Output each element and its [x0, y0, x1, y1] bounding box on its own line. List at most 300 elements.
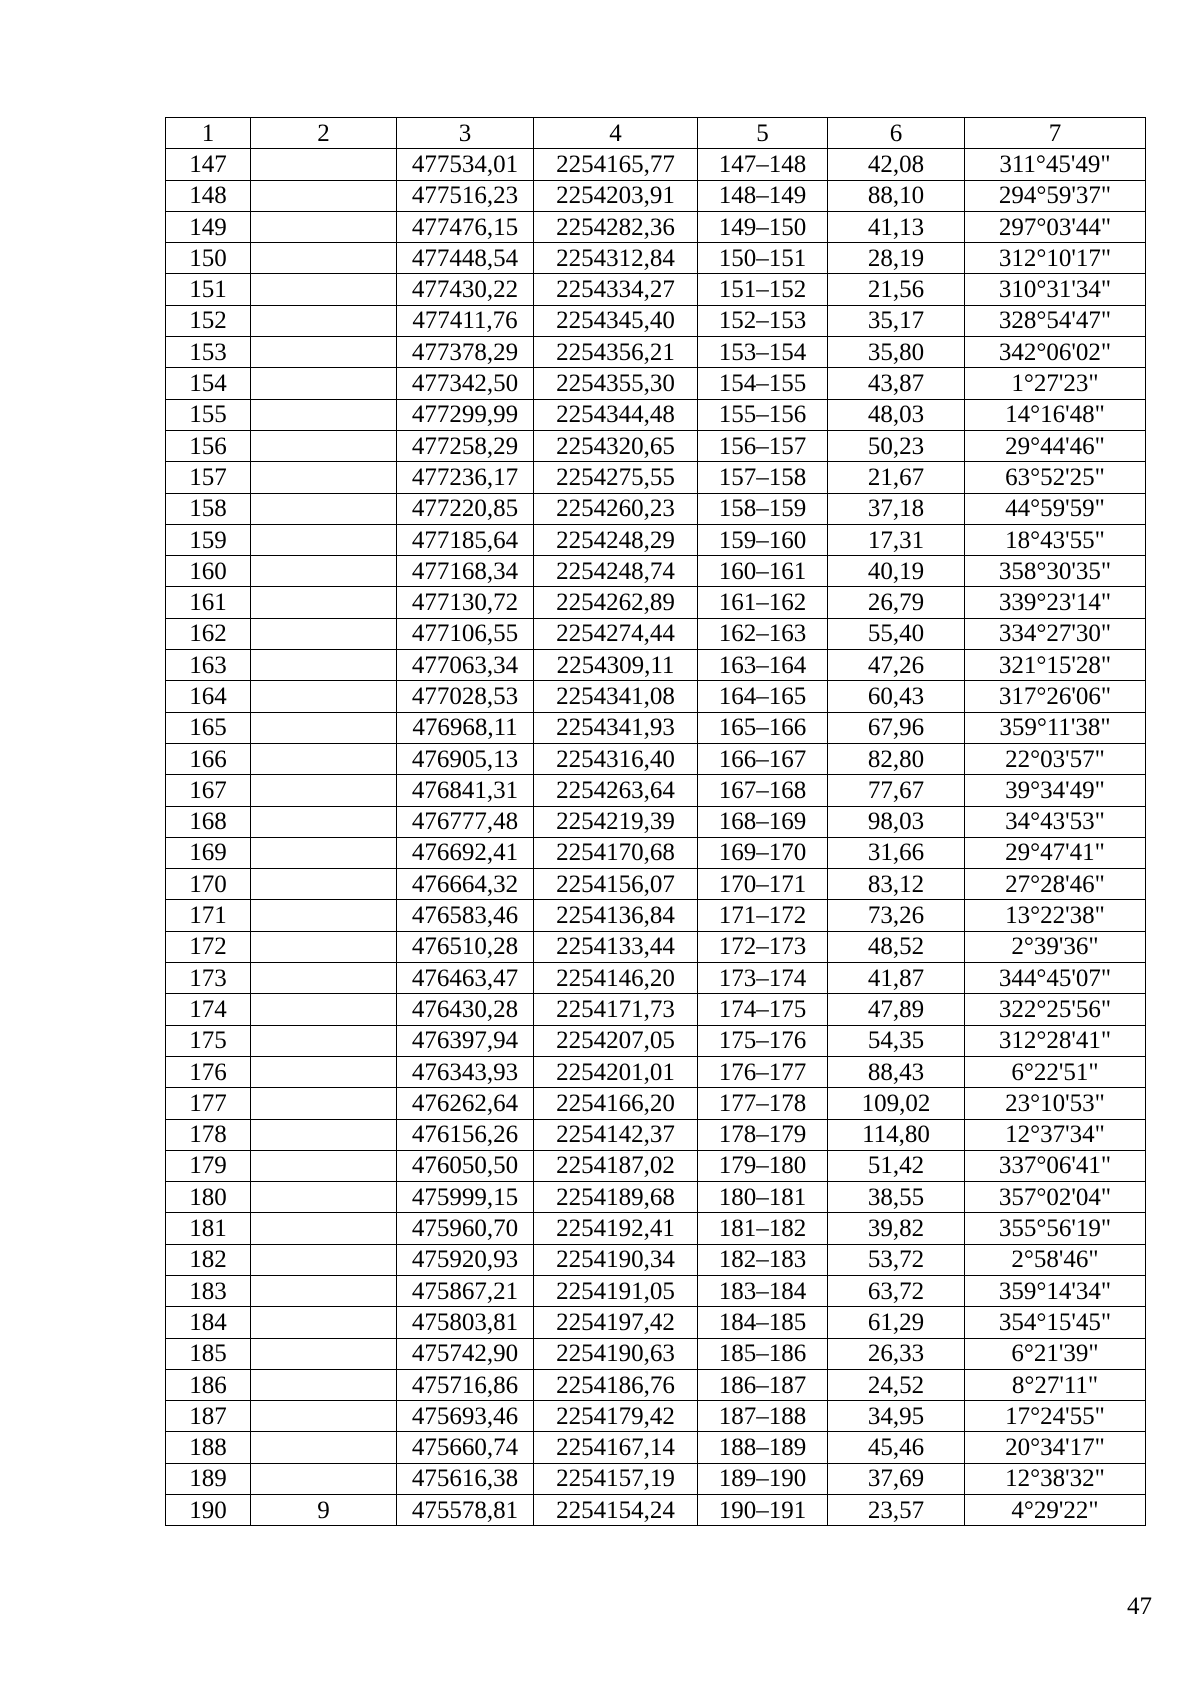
- x-coordinate-cell: 475803,81: [397, 1307, 534, 1338]
- bearing-cell: 317°26'06": [965, 681, 1146, 712]
- y-coordinate-cell: 2254142,37: [534, 1119, 698, 1150]
- col2-cell: [251, 837, 397, 868]
- distance-cell: 55,40: [828, 618, 965, 649]
- table-row: [166, 1025, 1146, 1056]
- bearing-cell: 13°22'38": [965, 900, 1146, 931]
- x-coordinate-cell: 477185,64: [397, 524, 534, 555]
- segment-cell: 153–154: [698, 337, 828, 368]
- table-row: [166, 1369, 1146, 1400]
- bearing-cell: 18°43'55": [965, 524, 1146, 555]
- table-row: [166, 493, 1146, 524]
- col2-cell: [251, 681, 397, 712]
- header-cell: 4: [534, 118, 698, 149]
- col2-cell: [251, 493, 397, 524]
- bearing-cell: 27°28'46": [965, 869, 1146, 900]
- col2-cell: [251, 430, 397, 461]
- segment-cell: 181–182: [698, 1213, 828, 1244]
- y-coordinate-cell: 2254248,74: [534, 556, 698, 587]
- segment-cell: 185–186: [698, 1338, 828, 1369]
- y-coordinate-cell: 2254136,84: [534, 900, 698, 931]
- x-coordinate-cell: 475616,38: [397, 1463, 534, 1494]
- bearing-cell: 344°45'07": [965, 963, 1146, 994]
- distance-cell: 24,52: [828, 1369, 965, 1400]
- distance-cell: 61,29: [828, 1307, 965, 1338]
- table-row: [166, 775, 1146, 806]
- header-cell: 3: [397, 118, 534, 149]
- distance-cell: 31,66: [828, 837, 965, 868]
- point-number-cell: 179: [166, 1150, 251, 1181]
- distance-cell: 88,10: [828, 180, 965, 211]
- col2-cell: [251, 1182, 397, 1213]
- table-row: [166, 149, 1146, 180]
- col2-cell: [251, 587, 397, 618]
- col2-cell: 9: [251, 1495, 397, 1526]
- table-body: [166, 118, 1146, 1526]
- table-row: [166, 1056, 1146, 1087]
- table-row: [166, 211, 1146, 242]
- x-coordinate-cell: 475999,15: [397, 1182, 534, 1213]
- point-number-cell: 159: [166, 524, 251, 555]
- x-coordinate-cell: 477258,29: [397, 430, 534, 461]
- point-number-cell: 154: [166, 368, 251, 399]
- x-coordinate-cell: 475693,46: [397, 1401, 534, 1432]
- col2-cell: [251, 1463, 397, 1494]
- table-row: [166, 1213, 1146, 1244]
- distance-cell: 83,12: [828, 869, 965, 900]
- segment-cell: 178–179: [698, 1119, 828, 1150]
- segment-cell: 175–176: [698, 1025, 828, 1056]
- x-coordinate-cell: 475742,90: [397, 1338, 534, 1369]
- y-coordinate-cell: 2254334,27: [534, 274, 698, 305]
- y-coordinate-cell: 2254170,68: [534, 837, 698, 868]
- y-coordinate-cell: 2254190,34: [534, 1244, 698, 1275]
- x-coordinate-cell: 477299,99: [397, 399, 534, 430]
- col2-cell: [251, 1056, 397, 1087]
- header-cell: 6: [828, 118, 965, 149]
- segment-cell: 156–157: [698, 430, 828, 461]
- y-coordinate-cell: 2254165,77: [534, 149, 698, 180]
- y-coordinate-cell: 2254186,76: [534, 1369, 698, 1400]
- y-coordinate-cell: 2254201,01: [534, 1056, 698, 1087]
- distance-cell: 41,13: [828, 211, 965, 242]
- bearing-cell: 22°03'57": [965, 743, 1146, 774]
- table-row: [166, 274, 1146, 305]
- segment-cell: 155–156: [698, 399, 828, 430]
- y-coordinate-cell: 2254207,05: [534, 1025, 698, 1056]
- segment-cell: 152–153: [698, 305, 828, 336]
- segment-cell: 159–160: [698, 524, 828, 555]
- distance-cell: 35,80: [828, 337, 965, 368]
- table-row: [166, 337, 1146, 368]
- segment-cell: 171–172: [698, 900, 828, 931]
- y-coordinate-cell: 2254189,68: [534, 1182, 698, 1213]
- x-coordinate-cell: 477130,72: [397, 587, 534, 618]
- col2-cell: [251, 1432, 397, 1463]
- col2-cell: [251, 1150, 397, 1181]
- header-cell: 2: [251, 118, 397, 149]
- col2-cell: [251, 1119, 397, 1150]
- table-row: [166, 1307, 1146, 1338]
- bearing-cell: 4°29'22": [965, 1495, 1146, 1526]
- bearing-cell: 310°31'34": [965, 274, 1146, 305]
- point-number-cell: 157: [166, 462, 251, 493]
- y-coordinate-cell: 2254263,64: [534, 775, 698, 806]
- x-coordinate-cell: 476343,93: [397, 1056, 534, 1087]
- x-coordinate-cell: 476510,28: [397, 931, 534, 962]
- table-row: [166, 1495, 1146, 1526]
- segment-cell: 165–166: [698, 712, 828, 743]
- bearing-cell: 342°06'02": [965, 337, 1146, 368]
- distance-cell: 37,69: [828, 1463, 965, 1494]
- point-number-cell: 161: [166, 587, 251, 618]
- distance-cell: 48,52: [828, 931, 965, 962]
- table-row: [166, 931, 1146, 962]
- point-number-cell: 148: [166, 180, 251, 211]
- bearing-cell: 6°21'39": [965, 1338, 1146, 1369]
- segment-cell: 180–181: [698, 1182, 828, 1213]
- y-coordinate-cell: 2254248,29: [534, 524, 698, 555]
- bearing-cell: 14°16'48": [965, 399, 1146, 430]
- bearing-cell: 29°47'41": [965, 837, 1146, 868]
- segment-cell: 166–167: [698, 743, 828, 774]
- table-row: [166, 430, 1146, 461]
- y-coordinate-cell: 2254166,20: [534, 1088, 698, 1119]
- bearing-cell: 312°10'17": [965, 243, 1146, 274]
- col2-cell: [251, 524, 397, 555]
- table-row: [166, 1150, 1146, 1181]
- bearing-cell: 1°27'23": [965, 368, 1146, 399]
- point-number-cell: 150: [166, 243, 251, 274]
- x-coordinate-cell: 476664,32: [397, 869, 534, 900]
- y-coordinate-cell: 2254309,11: [534, 650, 698, 681]
- bearing-cell: 357°02'04": [965, 1182, 1146, 1213]
- distance-cell: 54,35: [828, 1025, 965, 1056]
- bearing-cell: 322°25'56": [965, 994, 1146, 1025]
- distance-cell: 98,03: [828, 806, 965, 837]
- table-row: [166, 1401, 1146, 1432]
- bearing-cell: 359°14'34": [965, 1275, 1146, 1306]
- bearing-cell: 29°44'46": [965, 430, 1146, 461]
- y-coordinate-cell: 2254191,05: [534, 1275, 698, 1306]
- y-coordinate-cell: 2254192,41: [534, 1213, 698, 1244]
- col2-cell: [251, 618, 397, 649]
- point-number-cell: 173: [166, 963, 251, 994]
- y-coordinate-cell: 2254355,30: [534, 368, 698, 399]
- segment-cell: 187–188: [698, 1401, 828, 1432]
- y-coordinate-cell: 2254203,91: [534, 180, 698, 211]
- point-number-cell: 147: [166, 149, 251, 180]
- table-row: [166, 1432, 1146, 1463]
- distance-cell: 67,96: [828, 712, 965, 743]
- y-coordinate-cell: 2254197,42: [534, 1307, 698, 1338]
- y-coordinate-cell: 2254146,20: [534, 963, 698, 994]
- x-coordinate-cell: 475960,70: [397, 1213, 534, 1244]
- segment-cell: 147–148: [698, 149, 828, 180]
- col2-cell: [251, 399, 397, 430]
- table-row: [166, 1119, 1146, 1150]
- y-coordinate-cell: 2254341,93: [534, 712, 698, 743]
- x-coordinate-cell: 475660,74: [397, 1432, 534, 1463]
- distance-cell: 39,82: [828, 1213, 965, 1244]
- col2-cell: [251, 337, 397, 368]
- table-row: [166, 1463, 1146, 1494]
- point-number-cell: 188: [166, 1432, 251, 1463]
- distance-cell: 23,57: [828, 1495, 965, 1526]
- segment-cell: 189–190: [698, 1463, 828, 1494]
- x-coordinate-cell: 476397,94: [397, 1025, 534, 1056]
- distance-cell: 53,72: [828, 1244, 965, 1275]
- bearing-cell: 8°27'11": [965, 1369, 1146, 1400]
- bearing-cell: 23°10'53": [965, 1088, 1146, 1119]
- x-coordinate-cell: 477378,29: [397, 337, 534, 368]
- table-row: [166, 994, 1146, 1025]
- distance-cell: 35,17: [828, 305, 965, 336]
- point-number-cell: 166: [166, 743, 251, 774]
- y-coordinate-cell: 2254356,21: [534, 337, 698, 368]
- x-coordinate-cell: 476262,64: [397, 1088, 534, 1119]
- x-coordinate-cell: 476583,46: [397, 900, 534, 931]
- distance-cell: 37,18: [828, 493, 965, 524]
- table-row: [166, 180, 1146, 211]
- distance-cell: 41,87: [828, 963, 965, 994]
- point-number-cell: 158: [166, 493, 251, 524]
- segment-cell: 172–173: [698, 931, 828, 962]
- col2-cell: [251, 1369, 397, 1400]
- x-coordinate-cell: 475578,81: [397, 1495, 534, 1526]
- point-number-cell: 156: [166, 430, 251, 461]
- x-coordinate-cell: 477220,85: [397, 493, 534, 524]
- col2-cell: [251, 743, 397, 774]
- segment-cell: 158–159: [698, 493, 828, 524]
- distance-cell: 73,26: [828, 900, 965, 931]
- table-row: [166, 243, 1146, 274]
- x-coordinate-cell: 476156,26: [397, 1119, 534, 1150]
- table-row: [166, 650, 1146, 681]
- header-row: [166, 118, 1146, 149]
- y-coordinate-cell: 2254187,02: [534, 1150, 698, 1181]
- point-number-cell: 176: [166, 1056, 251, 1087]
- segment-cell: 163–164: [698, 650, 828, 681]
- coordinates-table: [165, 117, 1146, 1526]
- col2-cell: [251, 994, 397, 1025]
- segment-cell: 151–152: [698, 274, 828, 305]
- point-number-cell: 174: [166, 994, 251, 1025]
- bearing-cell: 328°54'47": [965, 305, 1146, 336]
- segment-cell: 190–191: [698, 1495, 828, 1526]
- bearing-cell: 359°11'38": [965, 712, 1146, 743]
- bearing-cell: 355°56'19": [965, 1213, 1146, 1244]
- point-number-cell: 155: [166, 399, 251, 430]
- col2-cell: [251, 211, 397, 242]
- segment-cell: 150–151: [698, 243, 828, 274]
- table-row: [166, 1275, 1146, 1306]
- col2-cell: [251, 305, 397, 336]
- header-cell: 7: [965, 118, 1146, 149]
- segment-cell: 173–174: [698, 963, 828, 994]
- point-number-cell: 185: [166, 1338, 251, 1369]
- point-number-cell: 149: [166, 211, 251, 242]
- segment-cell: 161–162: [698, 587, 828, 618]
- page-number: 47: [1127, 1593, 1152, 1620]
- x-coordinate-cell: 477411,76: [397, 305, 534, 336]
- col2-cell: [251, 462, 397, 493]
- bearing-cell: 17°24'55": [965, 1401, 1146, 1432]
- table-row: [166, 837, 1146, 868]
- x-coordinate-cell: 477106,55: [397, 618, 534, 649]
- table-row: [166, 1088, 1146, 1119]
- table-row: [166, 712, 1146, 743]
- distance-cell: 50,23: [828, 430, 965, 461]
- distance-cell: 114,80: [828, 1119, 965, 1150]
- col2-cell: [251, 1307, 397, 1338]
- distance-cell: 28,19: [828, 243, 965, 274]
- y-coordinate-cell: 2254156,07: [534, 869, 698, 900]
- col2-cell: [251, 1025, 397, 1056]
- x-coordinate-cell: 476968,11: [397, 712, 534, 743]
- bearing-cell: 39°34'49": [965, 775, 1146, 806]
- segment-cell: 148–149: [698, 180, 828, 211]
- col2-cell: [251, 712, 397, 743]
- x-coordinate-cell: 476905,13: [397, 743, 534, 774]
- y-coordinate-cell: 2254344,48: [534, 399, 698, 430]
- segment-cell: 176–177: [698, 1056, 828, 1087]
- segment-cell: 160–161: [698, 556, 828, 587]
- bearing-cell: 354°15'45": [965, 1307, 1146, 1338]
- x-coordinate-cell: 475920,93: [397, 1244, 534, 1275]
- x-coordinate-cell: 476430,28: [397, 994, 534, 1025]
- segment-cell: 174–175: [698, 994, 828, 1025]
- point-number-cell: 186: [166, 1369, 251, 1400]
- segment-cell: 149–150: [698, 211, 828, 242]
- x-coordinate-cell: 476463,47: [397, 963, 534, 994]
- bearing-cell: 44°59'59": [965, 493, 1146, 524]
- col2-cell: [251, 1244, 397, 1275]
- distance-cell: 26,33: [828, 1338, 965, 1369]
- segment-cell: 169–170: [698, 837, 828, 868]
- point-number-cell: 167: [166, 775, 251, 806]
- point-number-cell: 170: [166, 869, 251, 900]
- x-coordinate-cell: 477028,53: [397, 681, 534, 712]
- x-coordinate-cell: 475716,86: [397, 1369, 534, 1400]
- table-row: [166, 305, 1146, 336]
- segment-cell: 184–185: [698, 1307, 828, 1338]
- point-number-cell: 187: [166, 1401, 251, 1432]
- x-coordinate-cell: 477168,34: [397, 556, 534, 587]
- bearing-cell: 358°30'35": [965, 556, 1146, 587]
- table-row: [166, 462, 1146, 493]
- bearing-cell: 20°34'17": [965, 1432, 1146, 1463]
- table-row: [166, 399, 1146, 430]
- col2-cell: [251, 274, 397, 305]
- x-coordinate-cell: 476777,48: [397, 806, 534, 837]
- point-number-cell: 171: [166, 900, 251, 931]
- col2-cell: [251, 900, 397, 931]
- distance-cell: 77,67: [828, 775, 965, 806]
- y-coordinate-cell: 2254154,24: [534, 1495, 698, 1526]
- segment-cell: 186–187: [698, 1369, 828, 1400]
- distance-cell: 34,95: [828, 1401, 965, 1432]
- y-coordinate-cell: 2254179,42: [534, 1401, 698, 1432]
- x-coordinate-cell: 477516,23: [397, 180, 534, 211]
- col2-cell: [251, 869, 397, 900]
- point-number-cell: 181: [166, 1213, 251, 1244]
- point-number-cell: 183: [166, 1275, 251, 1306]
- table-row: [166, 900, 1146, 931]
- point-number-cell: 168: [166, 806, 251, 837]
- bearing-cell: 312°28'41": [965, 1025, 1146, 1056]
- y-coordinate-cell: 2254262,89: [534, 587, 698, 618]
- point-number-cell: 189: [166, 1463, 251, 1494]
- x-coordinate-cell: 477476,15: [397, 211, 534, 242]
- y-coordinate-cell: 2254167,14: [534, 1432, 698, 1463]
- point-number-cell: 169: [166, 837, 251, 868]
- bearing-cell: 311°45'49": [965, 149, 1146, 180]
- distance-cell: 51,42: [828, 1150, 965, 1181]
- segment-cell: 188–189: [698, 1432, 828, 1463]
- bearing-cell: 2°58'46": [965, 1244, 1146, 1275]
- point-number-cell: 165: [166, 712, 251, 743]
- point-number-cell: 153: [166, 337, 251, 368]
- x-coordinate-cell: 476841,31: [397, 775, 534, 806]
- distance-cell: 42,08: [828, 149, 965, 180]
- point-number-cell: 160: [166, 556, 251, 587]
- segment-cell: 154–155: [698, 368, 828, 399]
- bearing-cell: 294°59'37": [965, 180, 1146, 211]
- segment-cell: 168–169: [698, 806, 828, 837]
- bearing-cell: 339°23'14": [965, 587, 1146, 618]
- table-row: [166, 743, 1146, 774]
- y-coordinate-cell: 2254133,44: [534, 931, 698, 962]
- point-number-cell: 184: [166, 1307, 251, 1338]
- x-coordinate-cell: 477063,34: [397, 650, 534, 681]
- x-coordinate-cell: 477448,54: [397, 243, 534, 274]
- y-coordinate-cell: 2254219,39: [534, 806, 698, 837]
- table-row: [166, 524, 1146, 555]
- segment-cell: 179–180: [698, 1150, 828, 1181]
- point-number-cell: 182: [166, 1244, 251, 1275]
- bearing-cell: 34°43'53": [965, 806, 1146, 837]
- table-row: [166, 963, 1146, 994]
- y-coordinate-cell: 2254157,19: [534, 1463, 698, 1494]
- y-coordinate-cell: 2254341,08: [534, 681, 698, 712]
- y-coordinate-cell: 2254171,73: [534, 994, 698, 1025]
- table-row: [166, 368, 1146, 399]
- point-number-cell: 151: [166, 274, 251, 305]
- bearing-cell: 337°06'41": [965, 1150, 1146, 1181]
- col2-cell: [251, 1338, 397, 1369]
- point-number-cell: 162: [166, 618, 251, 649]
- bearing-cell: 12°37'34": [965, 1119, 1146, 1150]
- col2-cell: [251, 931, 397, 962]
- table-row: [166, 681, 1146, 712]
- y-coordinate-cell: 2254260,23: [534, 493, 698, 524]
- segment-cell: 182–183: [698, 1244, 828, 1275]
- table-row: [166, 1182, 1146, 1213]
- y-coordinate-cell: 2254320,65: [534, 430, 698, 461]
- y-coordinate-cell: 2254190,63: [534, 1338, 698, 1369]
- x-coordinate-cell: 477534,01: [397, 149, 534, 180]
- distance-cell: 45,46: [828, 1432, 965, 1463]
- distance-cell: 47,89: [828, 994, 965, 1025]
- bearing-cell: 6°22'51": [965, 1056, 1146, 1087]
- col2-cell: [251, 963, 397, 994]
- segment-cell: 157–158: [698, 462, 828, 493]
- y-coordinate-cell: 2254274,44: [534, 618, 698, 649]
- segment-cell: 170–171: [698, 869, 828, 900]
- col2-cell: [251, 1088, 397, 1119]
- distance-cell: 38,55: [828, 1182, 965, 1213]
- table-row: [166, 1338, 1146, 1369]
